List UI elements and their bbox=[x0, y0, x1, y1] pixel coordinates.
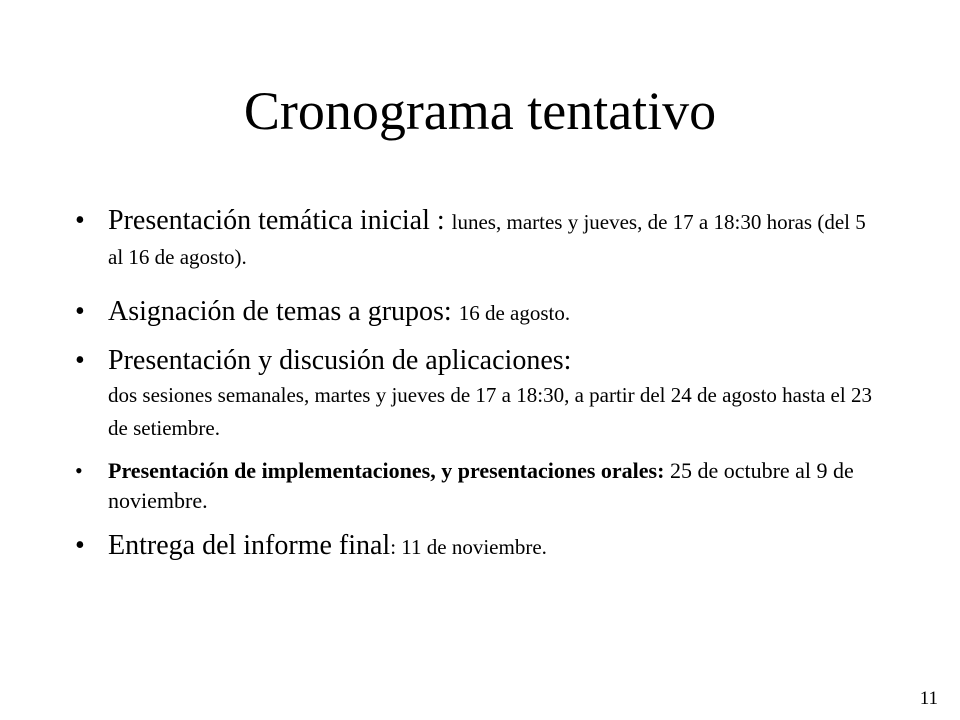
bullet-lead: Asignación de temas a grupos: bbox=[108, 296, 459, 327]
bullet-lead: Presentación y discusión de aplicaciones: bbox=[108, 345, 572, 376]
bullet-marker: • bbox=[75, 205, 85, 236]
bullet-lead: Presentación de implementaciones, y presentaciones orales: bbox=[108, 458, 670, 483]
bullet-marker: • bbox=[75, 458, 83, 483]
bullet-item-implementaciones bbox=[75, 456, 875, 516]
page-number: 11 bbox=[919, 688, 938, 709]
bullet-detail: dos sesiones semanales, martes y jueves de 17 a 18:30, a partir del 24 de agosto hasta el 23 de setiembre. bbox=[108, 383, 872, 440]
bullet-item-informe-final bbox=[75, 529, 875, 566]
bullet-item-asignacion-temas bbox=[75, 295, 875, 332]
bullet-detail: 16 de agosto. bbox=[458, 301, 571, 325]
bullet-detail: : 11 de noviembre. bbox=[390, 535, 547, 559]
bullet-lead: Presentación temática inicial : bbox=[108, 205, 452, 236]
bullet-marker: • bbox=[75, 345, 85, 376]
bullet-marker: • bbox=[75, 530, 85, 561]
bullet-item-presentacion-tematica bbox=[75, 204, 875, 276]
bullet-lead: Entrega del informe final bbox=[108, 530, 391, 561]
bullet-marker: • bbox=[75, 296, 85, 327]
bullet-list bbox=[75, 204, 875, 566]
bullet-detail: 25 de octubre al 9 de noviembre. bbox=[108, 458, 854, 513]
bullet-item-aplicaciones bbox=[75, 345, 875, 446]
slide-title: Cronograma tentativo bbox=[243, 81, 717, 141]
bullet-detail: lunes, martes y jueves, de 17 a 18:30 horas (del 5 al 16 de agosto). bbox=[108, 210, 866, 269]
